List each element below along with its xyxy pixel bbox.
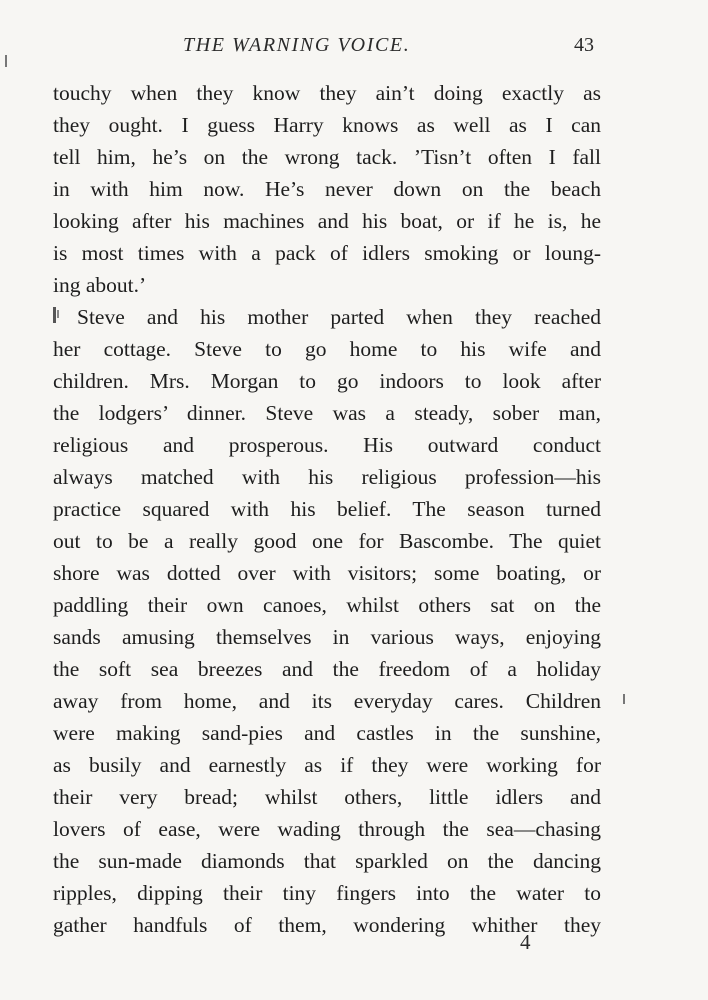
text-line: religious and prosperous. His outward conduct — [53, 433, 601, 457]
text-line: lovers of ease, were wading through the sea—chasing — [53, 817, 601, 841]
text-line: shore was dotted over with visitors; some boating, or — [53, 561, 601, 585]
text-line: ripples, dipping their tiny fingers into the water to — [53, 881, 601, 905]
text-line: the soft sea breezes and the freedom of a holiday — [53, 657, 601, 681]
text-line: tell him, he’s on the wrong tack. ’Tisn’t often I fall — [53, 145, 601, 169]
text-line: children. Mrs. Morgan to go indoors to look after — [53, 369, 601, 393]
text-line: in with him now. He’s never down on the beach — [53, 177, 601, 201]
text-line: gather handfuls of them, wondering whither they — [53, 913, 601, 937]
text-line: is most times with a pack of idlers smoking or loung- — [53, 241, 601, 265]
text-line: their very bread; whilst others, little idlers and — [53, 785, 601, 809]
text-line: Steve and his mother parted when they reached — [77, 305, 601, 329]
text-line: practice squared with his belief. The season turned — [53, 497, 601, 521]
text-line: out to be a really good one for Bascombe. The quiet — [53, 529, 601, 553]
text-line: sands amusing themselves in various ways, enjoying — [53, 625, 601, 649]
margin-speck — [623, 694, 625, 704]
text-line: they ought. I guess Harry knows as well as I can — [53, 113, 601, 137]
margin-speck — [5, 55, 7, 67]
text-line: the sun-made diamonds that sparkled on the dancing — [53, 849, 601, 873]
text-line: ing about.’ — [53, 273, 147, 297]
running-title: THE WARNING VOICE. — [183, 34, 411, 56]
signature-mark: 4 — [520, 930, 531, 954]
text-line: away from home, and its everyday cares. Children — [53, 689, 601, 713]
running-header — [0, 34, 708, 58]
text-line: always matched with his religious profession—his — [53, 465, 601, 489]
body-text — [53, 77, 601, 941]
text-line: as busily and earnestly as if they were working for — [53, 753, 601, 777]
text-line: the lodgers’ dinner. Steve was a steady, sober man, — [53, 401, 601, 425]
text-line: were making sand-pies and castles in the sunshine, — [53, 721, 601, 745]
text-line: her cottage. Steve to go home to his wife and — [53, 337, 601, 361]
text-line: looking after his machines and his boat, or if he is, he — [53, 209, 601, 233]
text-line: touchy when they know they ain’t doing exactly as — [53, 81, 601, 105]
text-line: paddling their own canoes, whilst others sat on the — [53, 593, 601, 617]
page-number: 43 — [574, 34, 594, 56]
